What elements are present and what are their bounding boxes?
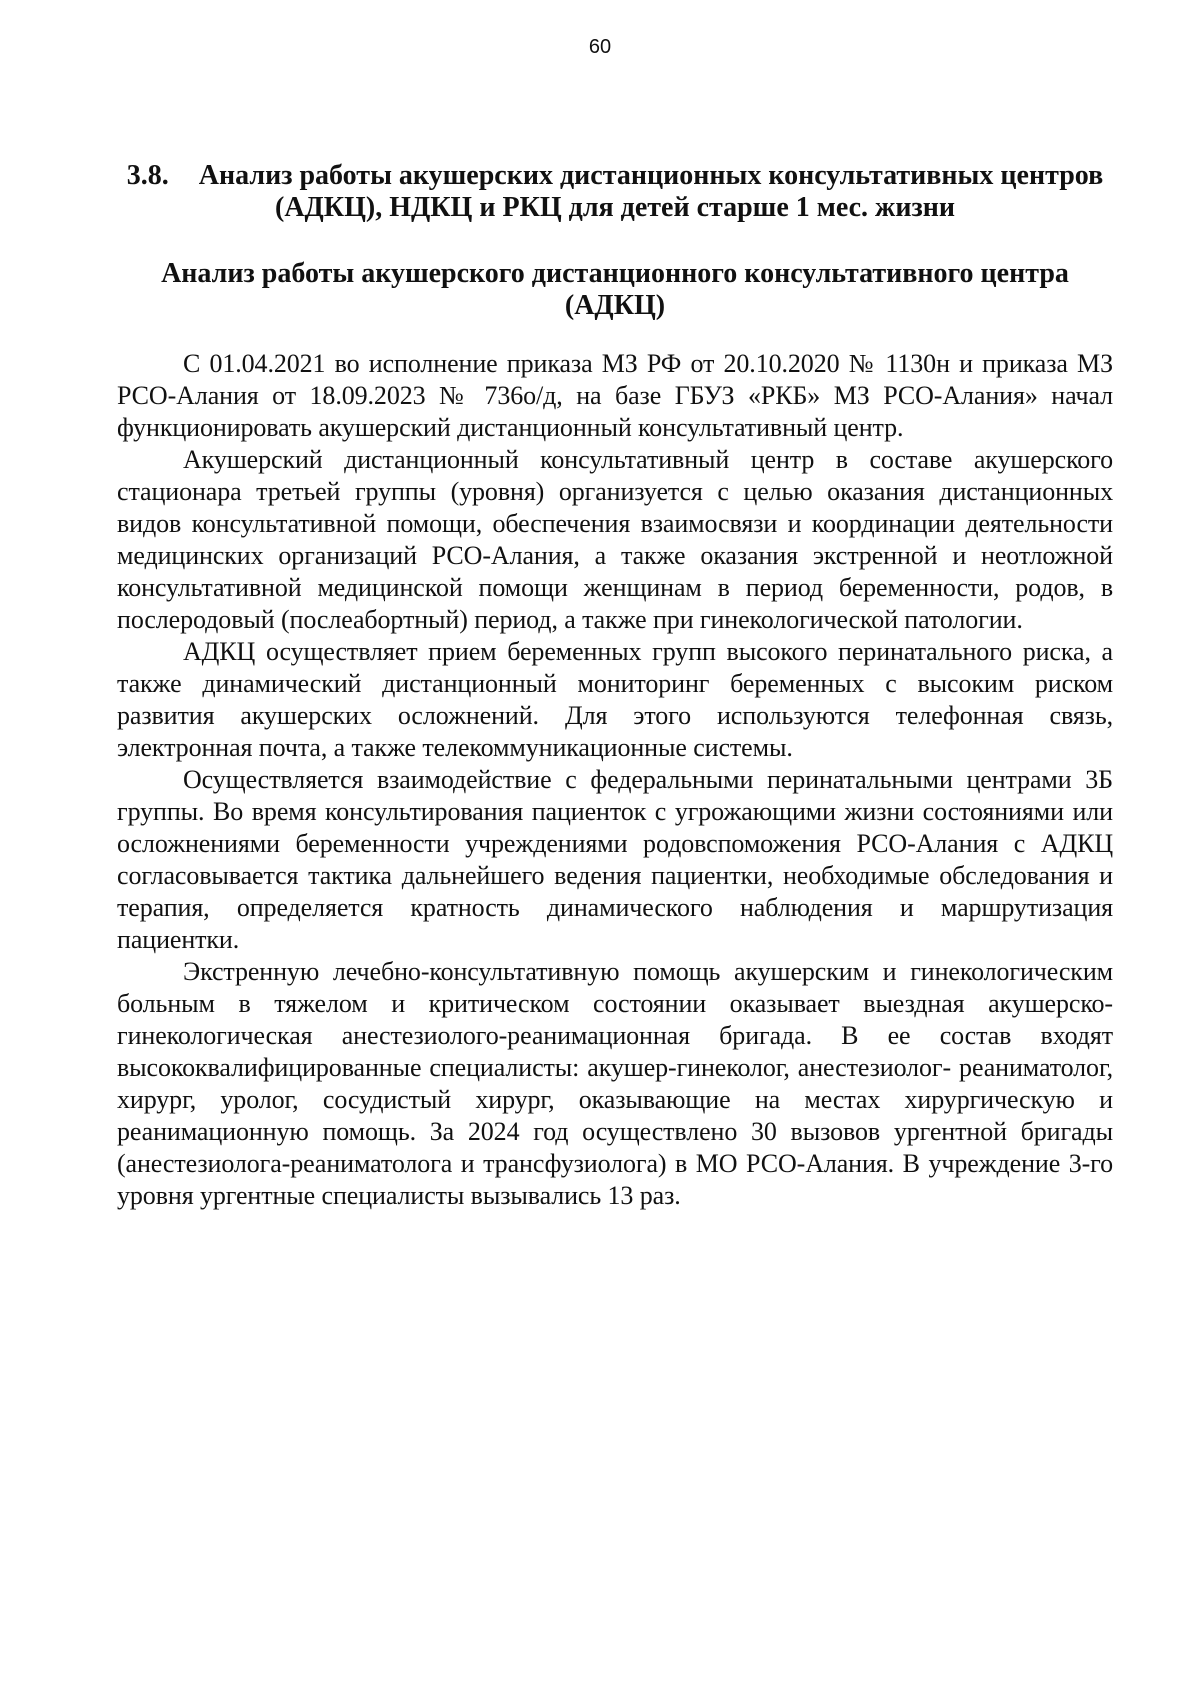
body-text bbox=[117, 348, 1113, 1212]
paragraph: С 01.04.2021 во исполнение приказа МЗ РФ от 20.10.2020 № 1130н и приказа МЗ РСО-Алания от 18.09.2023 № 736о/д, на базе ГБУЗ «РКБ» МЗ РСО-Алания» начал функционировать акушерский дистанционный консультативный центр. bbox=[117, 349, 1113, 442]
subsection-heading: Анализ работы акушерского дистанционного консультативного центра (АДКЦ) bbox=[161, 258, 1069, 321]
section-title: Анализ работы акушерских дистанционных консультативных центров (АДКЦ), НДКЦ и РКЦ для детей старше 1 мес. жизни bbox=[198, 160, 1104, 223]
paragraph: Акушерский дистанционный консультативный центр в составе акушерского стационара третьей группы (уровня) организуется с целью оказания дистанционных видов консультативной помощи, обеспечения взаимосвязи и координации деятельности медицинских организаций РСО-Алания, а также оказания экстренной и неотложной консультативной медицинской помощи женщинам в период беременности, родов, в послеродовый (послеабортный) период, а также при гинекологической патологии. bbox=[117, 445, 1113, 634]
section-number: 3.8. bbox=[126, 160, 169, 191]
paragraph: Осуществляется взаимодействие с федеральными перинатальными центрами 3Б группы. Во время консультирования пациенток с угрожающими жизни состояниями или осложнениями беременности учреждениями родовспоможения РСО-Алания с АДКЦ согласовывается тактика дальнейшего ведения пациентки, необходимые обследования и терапия, определяется кратность динамического наблюдения и маршрутизация пациентки. bbox=[117, 765, 1113, 954]
section-heading bbox=[117, 160, 1113, 224]
paragraph: Экстренную лечебно-консультативную помощь акушерским и гинекологическим больным в тяжелом и критическом состоянии оказывает выездная акушерско-гинекологическая анестезиолого-реанимационная бригада. В ее состав входят высококвалифицированные специалисты: акушер-гинеколог, анестезиолог- реаниматолог, хирург, уролог, сосудистый хирург, оказывающие на местах хирургическую и реанимационную помощь. За 2024 год осуществлено 30 вызовов ургентной бригады (анестезиолога-реаниматолога и трансфузиолога) в МО РСО-Алания. В учреждение 3-го уровня ургентные специалисты вызывались 13 раз. bbox=[117, 957, 1113, 1210]
paragraph: АДКЦ осуществляет прием беременных групп высокого перинатального риска, а также динамический дистанционный мониторинг беременных с высоким риском развития акушерских осложнений. Для этого используются телефонная связь, электронная почта, а также телекоммуникационные системы. bbox=[117, 637, 1113, 762]
page-number: 60 bbox=[588, 36, 612, 58]
page-content bbox=[117, 160, 1113, 1212]
